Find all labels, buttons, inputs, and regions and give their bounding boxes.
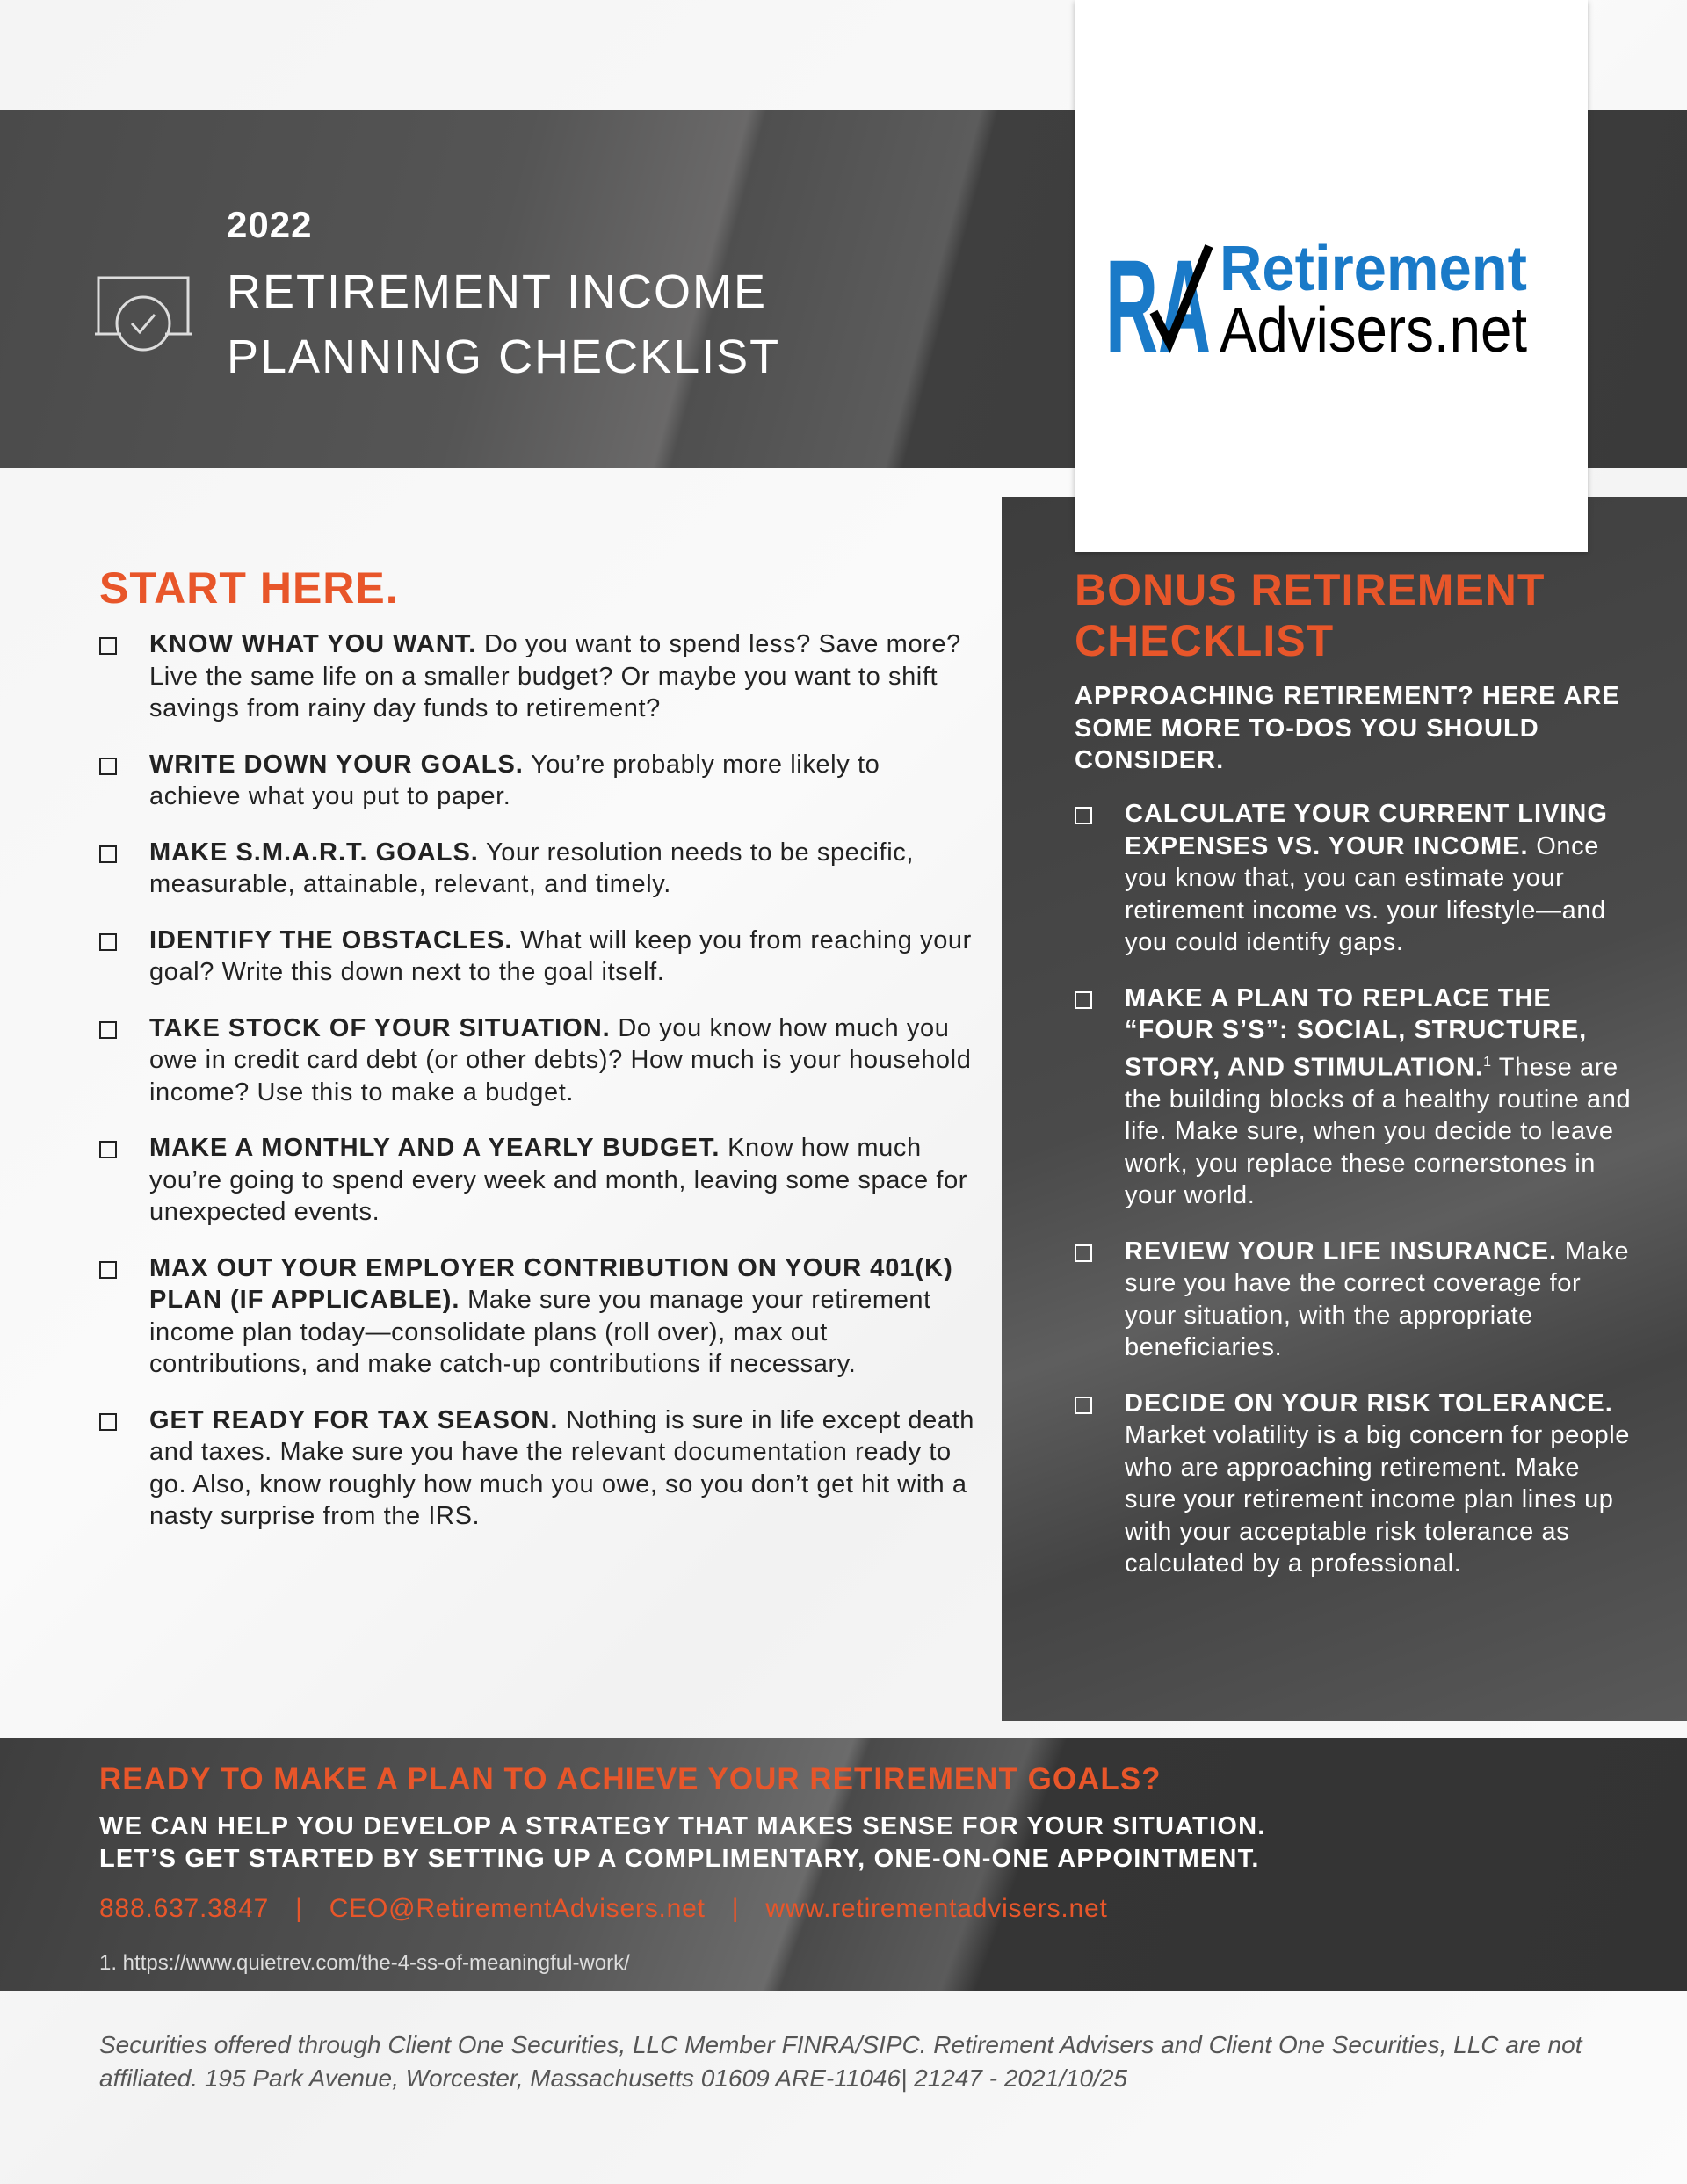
phone-link[interactable]: 888.637.3847 bbox=[99, 1894, 270, 1923]
checklist-item bbox=[1075, 798, 1637, 959]
checklist-item bbox=[99, 1012, 978, 1109]
checkbox[interactable] bbox=[99, 1261, 117, 1279]
checklist-item bbox=[99, 749, 978, 813]
checklist-item bbox=[99, 1252, 978, 1381]
item-title: REVIEW YOUR LIFE INSURANCE. bbox=[1125, 1237, 1558, 1266]
checkbox[interactable] bbox=[1075, 807, 1092, 824]
title-line-2: PLANNING CHECKLIST bbox=[227, 330, 781, 383]
checklist-item bbox=[99, 1132, 978, 1229]
separator: | bbox=[731, 1894, 740, 1923]
item-text: What will keep you from reaching your goal? Write this down next to the goal itself. bbox=[149, 925, 972, 986]
checklist-item bbox=[1075, 1236, 1637, 1364]
page-title bbox=[227, 259, 780, 389]
item-title: IDENTIFY THE OBSTACLES. bbox=[149, 925, 513, 954]
footnote-ref: 1 bbox=[1483, 1054, 1492, 1070]
checkbox[interactable] bbox=[1075, 1244, 1092, 1262]
website-link[interactable]: www.retirementadvisers.net bbox=[765, 1894, 1108, 1923]
svg-text:RA: RA bbox=[1105, 237, 1211, 360]
checkbox[interactable] bbox=[99, 933, 117, 951]
item-text: Make sure you have the correct coverage for your situation, with the appropriate beneficiaries. bbox=[1125, 1237, 1630, 1362]
item-text: Market volatility is a big concern for people who are approaching retirement. Make sure your retirement income plan lines up with your acceptable risk tolerance as calculated by a professional. bbox=[1125, 1421, 1631, 1578]
svg-text:Retirement: Retirement bbox=[1220, 237, 1528, 304]
item-title: MAX OUT YOUR EMPLOYER CONTRIBUTION ON YOUR 401(K) PLAN (IF APPLICABLE). bbox=[149, 1253, 953, 1314]
item-text: These are the building blocks of a healthy routine and life. Make sure, when you decide to leave work, you replace these cornerstones in your world. bbox=[1125, 1053, 1632, 1210]
checkbox[interactable] bbox=[1075, 1397, 1092, 1414]
bonus-checklist bbox=[1075, 798, 1637, 1604]
item-text: Do you know how much you owe in credit card debt (or other debts)? How much is your household income? Use this to make a budget. bbox=[149, 1013, 972, 1107]
svg-text:Advisers.net: Advisers.net bbox=[1220, 295, 1527, 360]
cta-line-1: WE CAN HELP YOU DEVELOP A STRATEGY THAT MAKES SENSE FOR YOUR SITUATION. bbox=[99, 1812, 1266, 1840]
checkbox[interactable] bbox=[99, 1021, 117, 1039]
item-title: TAKE STOCK OF YOUR SITUATION. bbox=[149, 1013, 611, 1042]
checklist-icon bbox=[95, 272, 192, 353]
cta-message bbox=[99, 1810, 1266, 1876]
item-title: CALCULATE YOUR CURRENT LIVING EXPENSES VS. YOUR INCOME. bbox=[1125, 800, 1608, 860]
checkbox[interactable] bbox=[99, 845, 117, 863]
checklist-item bbox=[99, 837, 978, 901]
checkbox[interactable] bbox=[99, 758, 117, 775]
header-year: 2022 bbox=[227, 204, 313, 245]
checklist-item bbox=[99, 628, 978, 725]
checklist-item bbox=[1075, 983, 1637, 1212]
item-title: MAKE S.M.A.R.T. GOALS. bbox=[149, 838, 479, 867]
footnote: 1. https://www.quietrev.com/the-4-ss-of-meaningful-work/ bbox=[99, 1951, 630, 1975]
start-heading: START HERE. bbox=[99, 563, 399, 613]
checklist-item bbox=[99, 925, 978, 989]
checkbox[interactable] bbox=[99, 1413, 117, 1431]
item-title: KNOW WHAT YOU WANT. bbox=[149, 630, 477, 658]
checkbox[interactable] bbox=[99, 637, 117, 655]
item-text: Make sure you manage your retirement income plan today—consolidate plans (roll over), max out contributions, and make catch-up contributions if necessary. bbox=[149, 1286, 931, 1378]
cta-line-2: LET’S GET STARTED BY SETTING UP A COMPLIMENTARY, ONE-ON-ONE APPOINTMENT. bbox=[99, 1845, 1260, 1873]
item-text: Do you want to spend less? Save more? Live the same life on a smaller budget? Or maybe you want to shift savings from rainy day funds to retirement? bbox=[149, 630, 961, 722]
checklist-item bbox=[1075, 1388, 1637, 1580]
disclaimer: Securities offered through Client One Securities, LLC Member FINRA/SIPC. Retirement Advisers and Client One Securities, LLC are not affiliated. 195 Park Avenue, Worcester, Massachusetts 01609 ARE-11046| 21247 - 2021/10/25 bbox=[99, 2031, 1582, 2092]
start-checklist bbox=[99, 628, 978, 1556]
item-text: Nothing is sure in life except death and taxes. Make sure you have the relevant documentation ready to go. Also, know roughly how much you owe, so you don’t get hit with a nasty surprise from the IRS. bbox=[149, 1405, 975, 1530]
checkbox[interactable] bbox=[1075, 991, 1092, 1009]
title-line-1: RETIREMENT INCOME bbox=[227, 265, 768, 318]
item-title: DECIDE ON YOUR RISK TOLERANCE. bbox=[1125, 1389, 1613, 1418]
bonus-heading: BONUS RETIREMENT CHECKLIST bbox=[1075, 565, 1546, 665]
item-title: GET READY FOR TAX SEASON. bbox=[149, 1405, 559, 1434]
company-logo bbox=[1075, 0, 1588, 552]
checklist-item bbox=[99, 1404, 978, 1533]
item-title: MAKE A PLAN TO REPLACE THE “FOUR S’S”: SOCIAL, STRUCTURE, STORY, AND STIMULATION. bbox=[1125, 983, 1588, 1082]
item-text: Once you know that, you can estimate your retirement income vs. your lifestyle—and you could identify gaps. bbox=[1125, 831, 1606, 956]
item-title: MAKE A MONTHLY AND A YEARLY BUDGET. bbox=[149, 1134, 720, 1162]
checkbox[interactable] bbox=[99, 1141, 117, 1158]
item-text: You’re probably more likely to achieve what you put to paper. bbox=[149, 750, 880, 810]
contact-info bbox=[99, 1894, 1108, 1924]
email-link[interactable]: CEO@RetirementAdvisers.net bbox=[329, 1894, 706, 1923]
item-text: Your resolution needs to be specific, measurable, attainable, relevant, and timely. bbox=[149, 838, 915, 898]
bonus-subheading: APPROACHING RETIREMENT? HERE ARE SOME MORE TO-DOS YOU SHOULD CONSIDER. bbox=[1075, 682, 1620, 774]
separator: | bbox=[295, 1894, 303, 1923]
item-text: Know how much you’re going to spend every week and month, leaving some space for unexpected events. bbox=[149, 1134, 968, 1226]
item-title: WRITE DOWN YOUR GOALS. bbox=[149, 750, 524, 779]
cta-heading: READY TO MAKE A PLAN TO ACHIEVE YOUR RETIREMENT GOALS? bbox=[99, 1762, 1162, 1796]
